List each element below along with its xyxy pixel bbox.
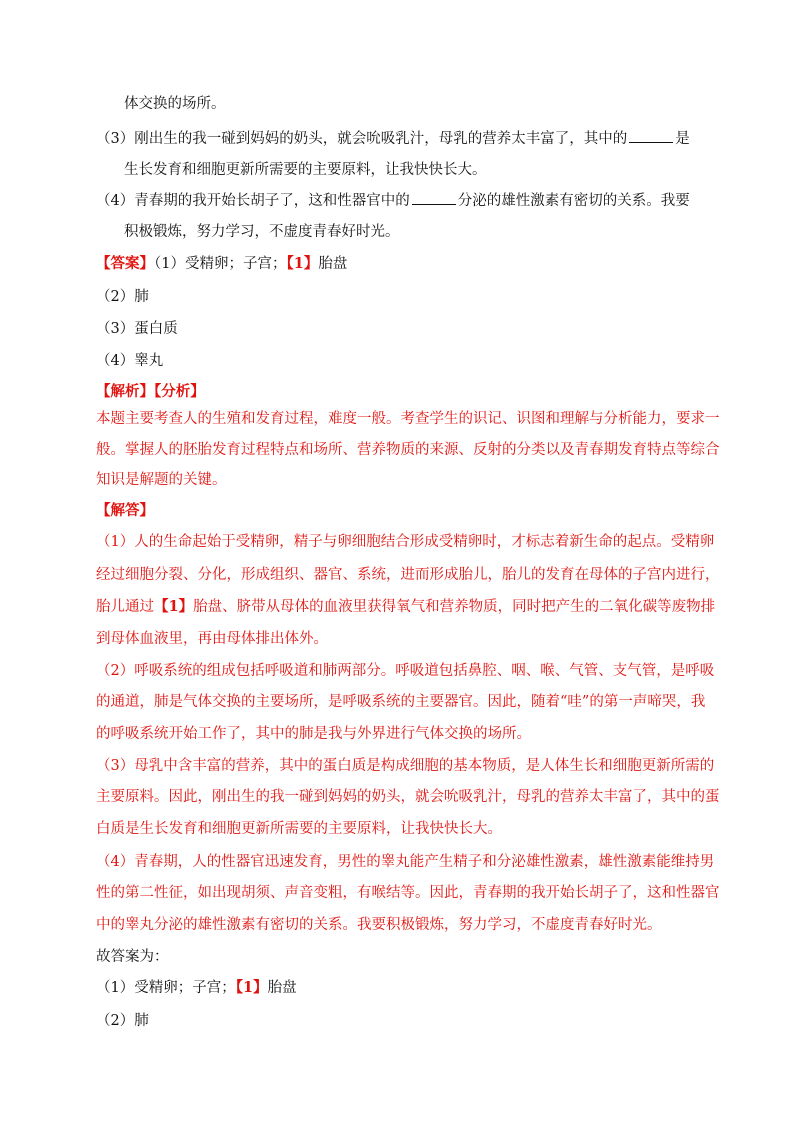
label-tag: 【1】 (154, 598, 194, 615)
analysis-line-2: 般。掌握人的胚胎发育过程特点和场所、营养物质的来源、反射的分类以及青春期发育特点等综合 (96, 442, 720, 458)
question-text: （3）刚出生的我一碰到妈妈的奶头，就会吮吸乳汁，母乳的营养太丰富了，其中的 (96, 131, 628, 147)
answer-line-3: （3）蛋白质 (96, 321, 178, 337)
solution-p1-line-4: 到母体血液里，再由母体排出体外。 (96, 631, 328, 647)
question-3-line-2: 生长发育和细胞更新所需要的主要原料，让我快快长大。 (124, 162, 487, 178)
analysis-tag: 【解析】【分析】 (96, 383, 205, 400)
question-text: （4）青春期的我开始长胡子了，这和性器官中的 (96, 193, 410, 209)
solution-p3-line-2: 主要原料。因此，刚出生的我一碰到妈妈的奶头，就会吮吸乳汁，母乳的营养太丰富了，其中的蛋 (96, 789, 720, 805)
answer-text: （1）受精卵；子宫； (96, 980, 236, 996)
answer-blank (629, 130, 673, 143)
question-text: 是 (675, 131, 690, 147)
answer-blank (412, 192, 456, 205)
question-text: 分泌的雄性激素有密切的关系。我要 (457, 193, 690, 209)
final-answer-line-2: （2）肺 (96, 1013, 149, 1029)
solution-p4-line-3: 中的睾丸分泌的雄性激素有密切的关系。我要积极锻炼，努力学习，不虚度青春好时光。 (96, 917, 662, 933)
solution-tag: 【解答】 (96, 502, 154, 519)
solution-p1-line-2: 经过细胞分裂、分化，形成组织、器官、系统，进而形成胎儿，胎儿的发育在母体的子宫内进行， (96, 567, 720, 583)
answer-line-4: （4）睾丸 (96, 353, 164, 369)
solution-p4-line-2: 性的第二性征，如出现胡须、声音变粗，有喉结等。因此，青春期的我开始长胡子了，这和性器官 (96, 885, 720, 901)
solution-p2-line-2: 的通道，肺是气体交换的主要场所，是呼吸系统的主要器官。因此，随着“哇”的第一声啼哭，我 (96, 694, 706, 710)
answer-line-1 (96, 252, 347, 273)
solution-p2-line-1: （2）呼吸系统的组成包括呼吸道和肺两部分。呼吸道包括鼻腔、咽、喉、气管、支气管，是呼吸 (96, 663, 715, 679)
question-4-line-1 (96, 189, 690, 210)
solution-text: 胎盘、脐带从母体的血液里获得氧气和营养物质，同时把产生的二氧化碳等废物排 (193, 599, 716, 615)
solution-p1-line-3 (96, 595, 715, 616)
answer-tag: 【答案】 (96, 255, 154, 272)
solution-p2-line-3: 的呼吸系统开始工作了，其中的肺是我与外界进行气体交换的场所。 (96, 726, 531, 742)
answer-text: （1）受精卵；子宫； (154, 256, 287, 272)
solution-p3-line-3: 白质是生长发育和细胞更新所需要的主要原料，让我快快长大。 (96, 821, 502, 837)
question-4-line-2: 积极锻炼，努力学习，不虚度青春好时光。 (124, 224, 400, 240)
label-tag: 【1】 (286, 255, 319, 272)
label-tag: 【1】 (235, 979, 268, 996)
question-line: 体交换的场所。 (124, 96, 226, 112)
solution-p4-line-1: （4）青春期，人的性器官迅速发育，男性的睾丸能产生精子和分泌雄性激素，雄性激素能维持男 (96, 854, 715, 870)
answer-text: 胎盘 (318, 256, 348, 272)
answer-line-2: （2）肺 (96, 289, 149, 305)
analysis-line-1: 本题主要考查人的生殖和发育过程，难度一般。考查学生的识记、识图和理解与分析能力，要求一 (96, 411, 720, 427)
final-answer-line-1 (96, 976, 297, 997)
answer-text: 胎盘 (267, 980, 297, 996)
solution-text: 胎儿通过 (96, 599, 154, 615)
final-intro: 故答案为： (96, 949, 169, 965)
analysis-line-3: 知识是解题的关键。 (96, 472, 227, 488)
solution-p1-line-1: （1）人的生命起始于受精卵，精子与卵细胞结合形成受精卵时，才标志着新生命的起点。受精卵 (96, 534, 715, 550)
solution-p3-line-1: （3）母乳中含丰富的营养，其中的蛋白质是构成细胞的基本物质，是人体生长和细胞更新所需的 (96, 758, 715, 774)
question-3-line-1 (96, 127, 690, 148)
